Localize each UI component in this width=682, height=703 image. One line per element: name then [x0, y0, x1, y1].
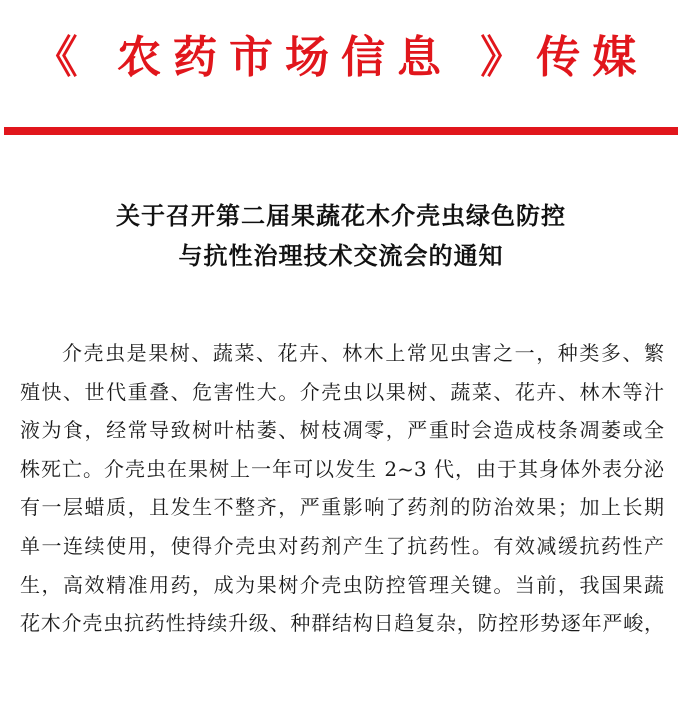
notice-body	[20, 334, 664, 643]
body-line: 介壳虫是果树、蔬菜、花卉、林木上常见虫害之一，种类多、繁	[62, 341, 664, 365]
notice-title-line: 关于召开第二届果蔬花木介壳虫绿色防控	[116, 201, 566, 230]
body-line: 生，高效精准用药，成为果树介壳虫防控管理关键。当前，我国果蔬	[20, 572, 664, 597]
body-line: 殖快、世代重叠、危害性大。介壳虫以果树、蔬菜、花卉、林木等汁	[20, 379, 664, 404]
masthead-title: 《 农药市场信息 》传媒	[33, 32, 649, 83]
body-line: 有一层蜡质，且发生不整齐，严重影响了药剂的防治效果；加上长期	[20, 495, 664, 520]
body-line: 株死亡。介壳虫在果树上一年可以发生 2~3 代，由于其身体外表分泌	[20, 456, 664, 481]
body-line: 花木介壳虫抗药性持续升级、种群结构日趋复杂，防控形势逐年严峻，	[20, 611, 664, 636]
masthead-divider	[4, 127, 678, 135]
body-line: 液为食，经常导致树叶枯萎、树枝凋零，严重时会造成枝条凋萎或全	[20, 418, 664, 443]
notice-title	[0, 196, 682, 276]
notice-title-line: 与抗性治理技术交流会的通知	[178, 241, 504, 270]
body-line: 单一连续使用，使得介壳虫对药剂产生了抗药性。有效减缓抗药性产	[20, 533, 664, 558]
